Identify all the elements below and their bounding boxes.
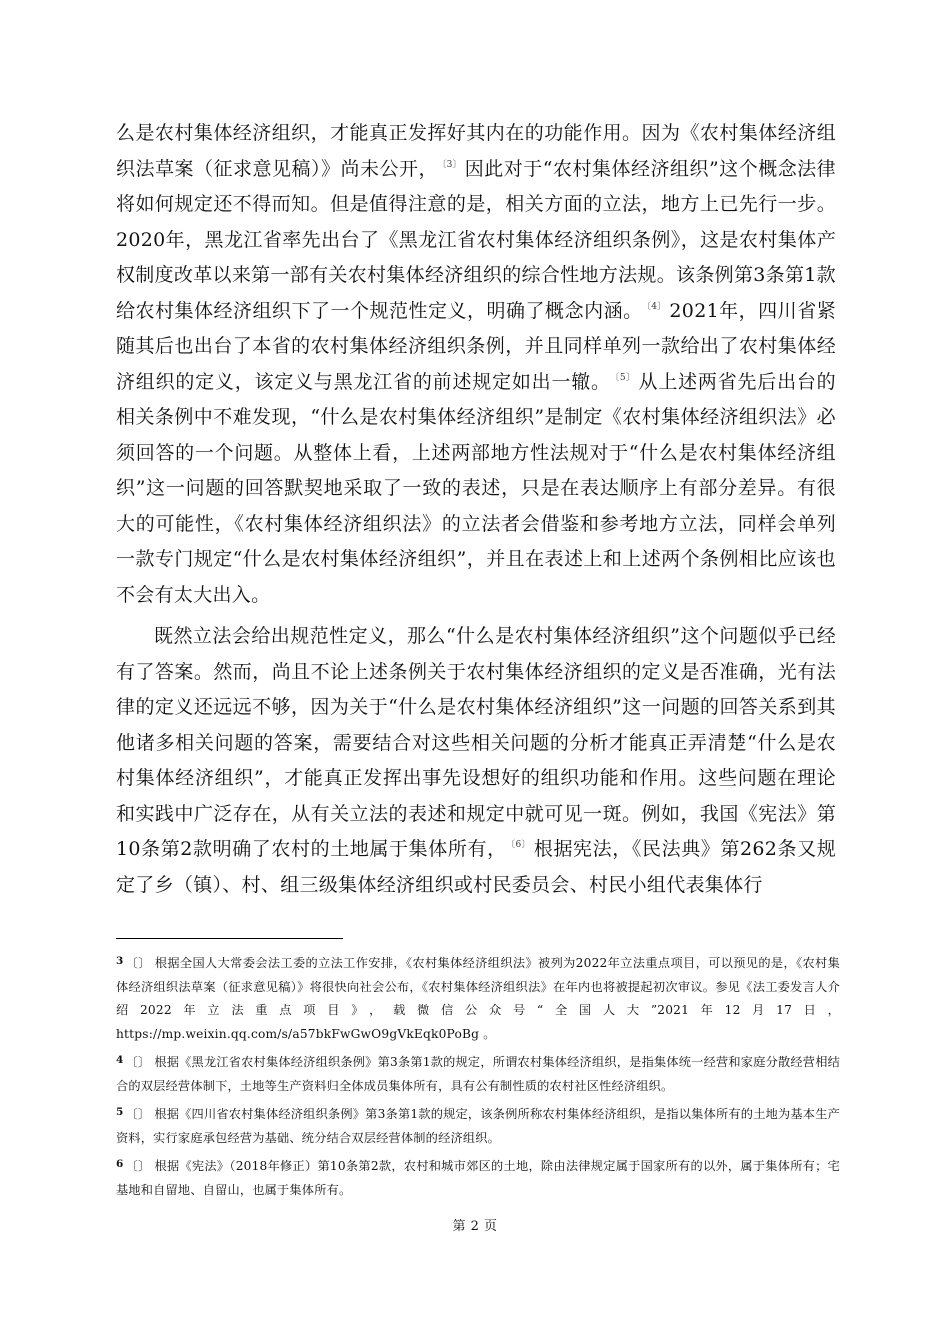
footnote-bracket: 〔〕 xyxy=(125,1159,151,1173)
footnote-6 xyxy=(116,1155,840,1202)
footnote-bracket: 〔〕 xyxy=(125,956,151,970)
footnote-text: 根据《宪法》（2018年修正）第10条第2款，农村和城市郊区的土地，除由法律规定属于国家所有的以外，属于集体所有；宅基地和自留地、自留山，也属于集体所有。 xyxy=(116,1159,840,1197)
footnote-text: 根据全国人大常委会法工委的立法工作安排，《农村集体经济组织法》被列为2022年立法重点项目，可以预见的是，《农村集体经济组织法草案（征求意见稿）》将很快向社会公布，《农村集体经济组织法》在年内也将被提起初次审议。参见《法工委发言人介绍2022年立法重点项目》，载微信公众号“全国人大”2021年12月17日，https://mp.weixin.qq.com/s/a57bkFwGwO9gVkEqk0PoBg 。 xyxy=(116,956,841,1041)
footnote-number: 6 xyxy=(116,1158,124,1170)
footnote-bracket: 〔〕 xyxy=(125,1107,151,1121)
body-text xyxy=(116,116,836,903)
paragraph-1-part-1: 么是农村集体经济组织，才能真正发挥好其内在的功能作用。因为《农村集体经济组织法草案（征求意见稿）》尚未公开， xyxy=(116,122,836,180)
footnote-3 xyxy=(116,952,840,1046)
footnote-ref-3[interactable]: 〔3〕 xyxy=(441,159,462,170)
paragraph-1 xyxy=(116,116,836,613)
paragraph-1-part-2: 因此对于“农村集体经济组织”这个概念法律将如何规定还不得而知。但是值得注意的是，相关方面的立法，地方上已先行一步。2020年，黑龙江省率先出台了《黑龙江省农村集体经济组织条例》，这是农村集体产权制度改革以来第一部有关农村集体经济组织的综合性地方法规。该条例第3条第1款给农村集体经济组织下了一个规范性定义，明确了概念内涵。 xyxy=(116,157,836,322)
footnote-text: 根据《四川省农村集体经济组织条例》第3条第1款的规定，该条例所称农村集体经济组织，是指以集体所有的土地为基本生产资料，实行家庭承包经营为基础、统分结合双层经营体制的经济组织。 xyxy=(116,1107,840,1145)
footnote-4 xyxy=(116,1051,840,1098)
footnote-ref-6[interactable]: 〔6〕 xyxy=(510,840,531,850)
footnote-ref-5[interactable]: 〔5〕 xyxy=(614,372,636,383)
footnotes xyxy=(116,952,840,1207)
footnote-number: 4 xyxy=(116,1054,124,1066)
footnote-number: 5 xyxy=(116,1106,124,1118)
footnote-separator xyxy=(116,938,343,939)
footnote-bracket: 〔〕 xyxy=(125,1055,151,1069)
paragraph-1-part-4: 从上述两省先后出台的相关条例中不难发现，“什么是农村集体经济组织”是制定《农村集体经济组织法》必须回答的一个问题。从整体上看，上述两部地方性法规对于“什么是农村集体经济组织”这一问题的回答默契地采取了一致的表述，只是在表达顺序上有部分差异。有很大的可能性，《农村集体经济组织法》的立法者会借鉴和参考地方立法，同样会单列一款专门规定“什么是农村集体经济组织”，并且在表述上和上述两个条例相比应该也不会有太大出入。 xyxy=(116,370,836,606)
paragraph-2-part-2: 根据宪法，《民法典》第262条又规定了乡（镇）、村、组三级集体经济组织或村民委员会、村民小组代表集体行 xyxy=(116,838,836,896)
footnote-ref-4[interactable]: 〔4〕 xyxy=(646,301,667,312)
page-number: 第 2 页 xyxy=(452,1219,498,1234)
footnote-text: 根据《黑龙江省农村集体经济组织条例》第3条第1款的规定，所谓农村集体经济组织，是指集体统一经营和家庭分散经营相结合的双层经营体制下，土地等生产资料归全体成员集体所有，具有公有制性质的农村社区性经济组织。 xyxy=(116,1055,840,1093)
footnote-5 xyxy=(116,1103,840,1150)
paragraph-2 xyxy=(116,619,836,903)
paragraph-2-part-1: 既然立法会给出规范性定义，那么“什么是农村集体经济组织”这个问题似乎已经有了答案。然而，尚且不论上述条例关于农村集体经济组织的定义是否准确，光有法律的定义还远远不够，因为关于“什么是农村集体经济组织”这一问题的回答关系到其他诸多相关问题的答案，需要结合对这些相关问题的分析才能真正弄清楚“什么是农村集体经济组织”，才能真正发挥出事先设想好的组织功能和作用。这些问题在理论和实践中广泛存在，从有关立法的表述和规定中就可见一斑。例如，我国《宪法》第10条第2款明确了农村的土地属于集体所有， xyxy=(116,625,836,860)
paragraph-1-part-3: 2021年，四川省紧随其后也出台了本省的农村集体经济组织条例，并且同样单列一款给出了农村集体经济组织的定义，该定义与黑龙江省的前述规定如出一辙。 xyxy=(116,299,836,393)
footnote-number: 3 xyxy=(116,955,124,967)
